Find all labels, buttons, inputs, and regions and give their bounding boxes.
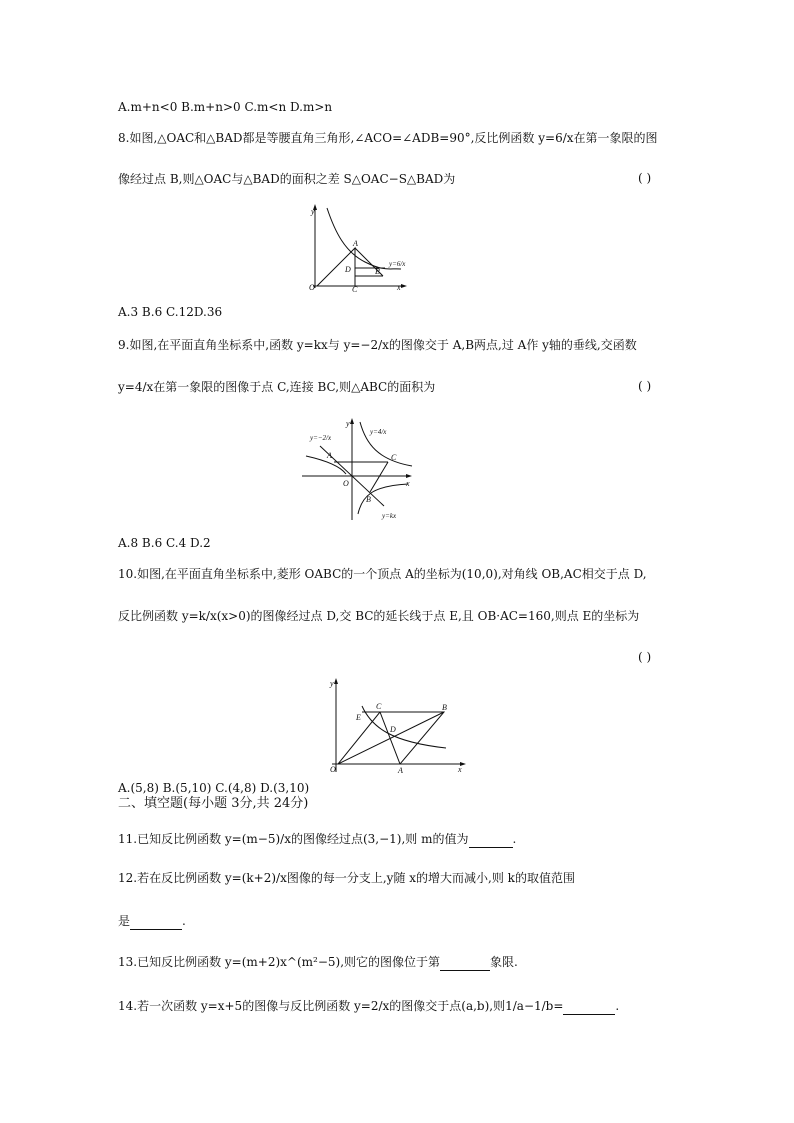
q8-answer-paren: ( ) bbox=[638, 171, 652, 185]
fig10-label-E: E bbox=[356, 713, 361, 722]
q10-stem-line1: 10.如图,在平面直角坐标系中,菱形 OABC的一个顶点 A的坐标为(10,0),对角线 OB,AC相交于点 D, bbox=[118, 567, 647, 581]
q8-figure bbox=[305, 202, 425, 295]
q8-stem-line2: 像经过点 B,则△OAC与△BAD的面积之差 S△OAC−S△BAD为 bbox=[118, 172, 456, 186]
q14-period: . bbox=[615, 999, 620, 1013]
fig10-label-D: D bbox=[390, 725, 396, 734]
fig10-label-B: B bbox=[442, 703, 447, 712]
q9-figure bbox=[300, 414, 420, 527]
fig8-label-B: B bbox=[375, 267, 380, 276]
q14-text: 14.若一次函数 y=x+5的图像与反比例函数 y=2/x的图像交于点(a,b),则1/a−1/b= bbox=[118, 999, 564, 1013]
q14-answer-blank[interactable] bbox=[563, 998, 615, 1015]
q13-stem bbox=[118, 954, 518, 971]
fig8-curve-label: y=6/x bbox=[389, 260, 406, 268]
q10-figure bbox=[322, 676, 472, 779]
fig10-label-x: x bbox=[458, 765, 462, 774]
q8-options: A.3 B.6 C.12D.36 bbox=[118, 305, 223, 319]
fig8-label-A: A bbox=[353, 239, 358, 248]
q12-answer-blank[interactable] bbox=[130, 913, 182, 930]
fig9-label-C: C bbox=[391, 453, 397, 462]
q12-stem-line1: 12.若在反比例函数 y=(k+2)/x图像的每一分支上,y随 x的增大而减小,则 k的取值范围 bbox=[118, 871, 575, 885]
fig9-label-x: x bbox=[406, 479, 410, 488]
q7-options: A.m+n<0 B.m+n>0 C.m<n D.m>n bbox=[118, 100, 333, 114]
q9-stem-line1: 9.如图,在平面直角坐标系中,函数 y=kx与 y=−2/x的图像交于 A,B两点,过 A作 y轴的垂线,交函数 bbox=[118, 338, 637, 352]
q10-answer-paren: ( ) bbox=[638, 650, 652, 664]
fig8-label-y: y bbox=[311, 207, 315, 216]
q12-period: . bbox=[182, 914, 186, 928]
q11-period: . bbox=[512, 832, 517, 846]
q11-answer-blank[interactable] bbox=[469, 831, 513, 848]
q11-text: 11.已知反比例函数 y=(m−5)/x的图像经过点(3,−1),则 m的值为 bbox=[118, 832, 469, 846]
q11-stem bbox=[118, 831, 516, 848]
q9-options: A.8 B.6 C.4 D.2 bbox=[118, 536, 211, 550]
q9-answer-paren: ( ) bbox=[638, 379, 652, 393]
fig9-label-A: A bbox=[327, 451, 332, 460]
fig8-label-x: x bbox=[397, 283, 401, 292]
fig9-line-label: y=kx bbox=[382, 512, 397, 520]
q10-options: A.(5,8) B.(5,10) C.(4,8) D.(3,10) bbox=[118, 781, 310, 795]
fig9-label-y: y bbox=[346, 419, 350, 428]
fig9-curve-left-label: y=−2/x bbox=[310, 434, 332, 442]
fig10-label-C: C bbox=[376, 702, 382, 711]
q9-stem-line2: y=4/x在第一象限的图像于点 C,连接 BC,则△ABC的面积为 bbox=[118, 380, 436, 394]
fig9-label-B: B bbox=[366, 495, 371, 504]
q12-stem-line2 bbox=[118, 913, 186, 930]
q13-answer-blank[interactable] bbox=[440, 954, 490, 971]
section-fill-blank-title: 二、填空题(每小题 3分,共 24分) bbox=[118, 796, 309, 811]
fig8-label-O: O bbox=[309, 283, 315, 292]
q8-stem-line1: 8.如图,△OAC和△BAD都是等腰直角三角形,∠ACO=∠ADB=90°,反比例函数 y=6/x在第一象限的图 bbox=[118, 131, 658, 145]
q10-stem-line2: 反比例函数 y=k/x(x>0)的图像经过点 D,交 BC的延长线于点 E,且 OB·AC=160,则点 E的坐标为 bbox=[118, 609, 640, 623]
fig10-label-y: y bbox=[330, 679, 334, 688]
fig9-label-O: O bbox=[343, 479, 349, 488]
q14-stem bbox=[118, 998, 619, 1015]
fig10-label-O: O bbox=[330, 765, 336, 774]
fig9-curve-right-label: y=4/x bbox=[370, 428, 387, 436]
q13-text: 13.已知反比例函数 y=(m+2)x^(m²−5),则它的图像位于第 bbox=[118, 955, 441, 969]
fig8-label-D: D bbox=[345, 265, 351, 274]
fig8-label-C: C bbox=[352, 285, 358, 292]
q12-text: 是 bbox=[118, 914, 131, 928]
fig10-label-A: A bbox=[398, 766, 403, 775]
q13-tail: 象限. bbox=[490, 955, 518, 969]
